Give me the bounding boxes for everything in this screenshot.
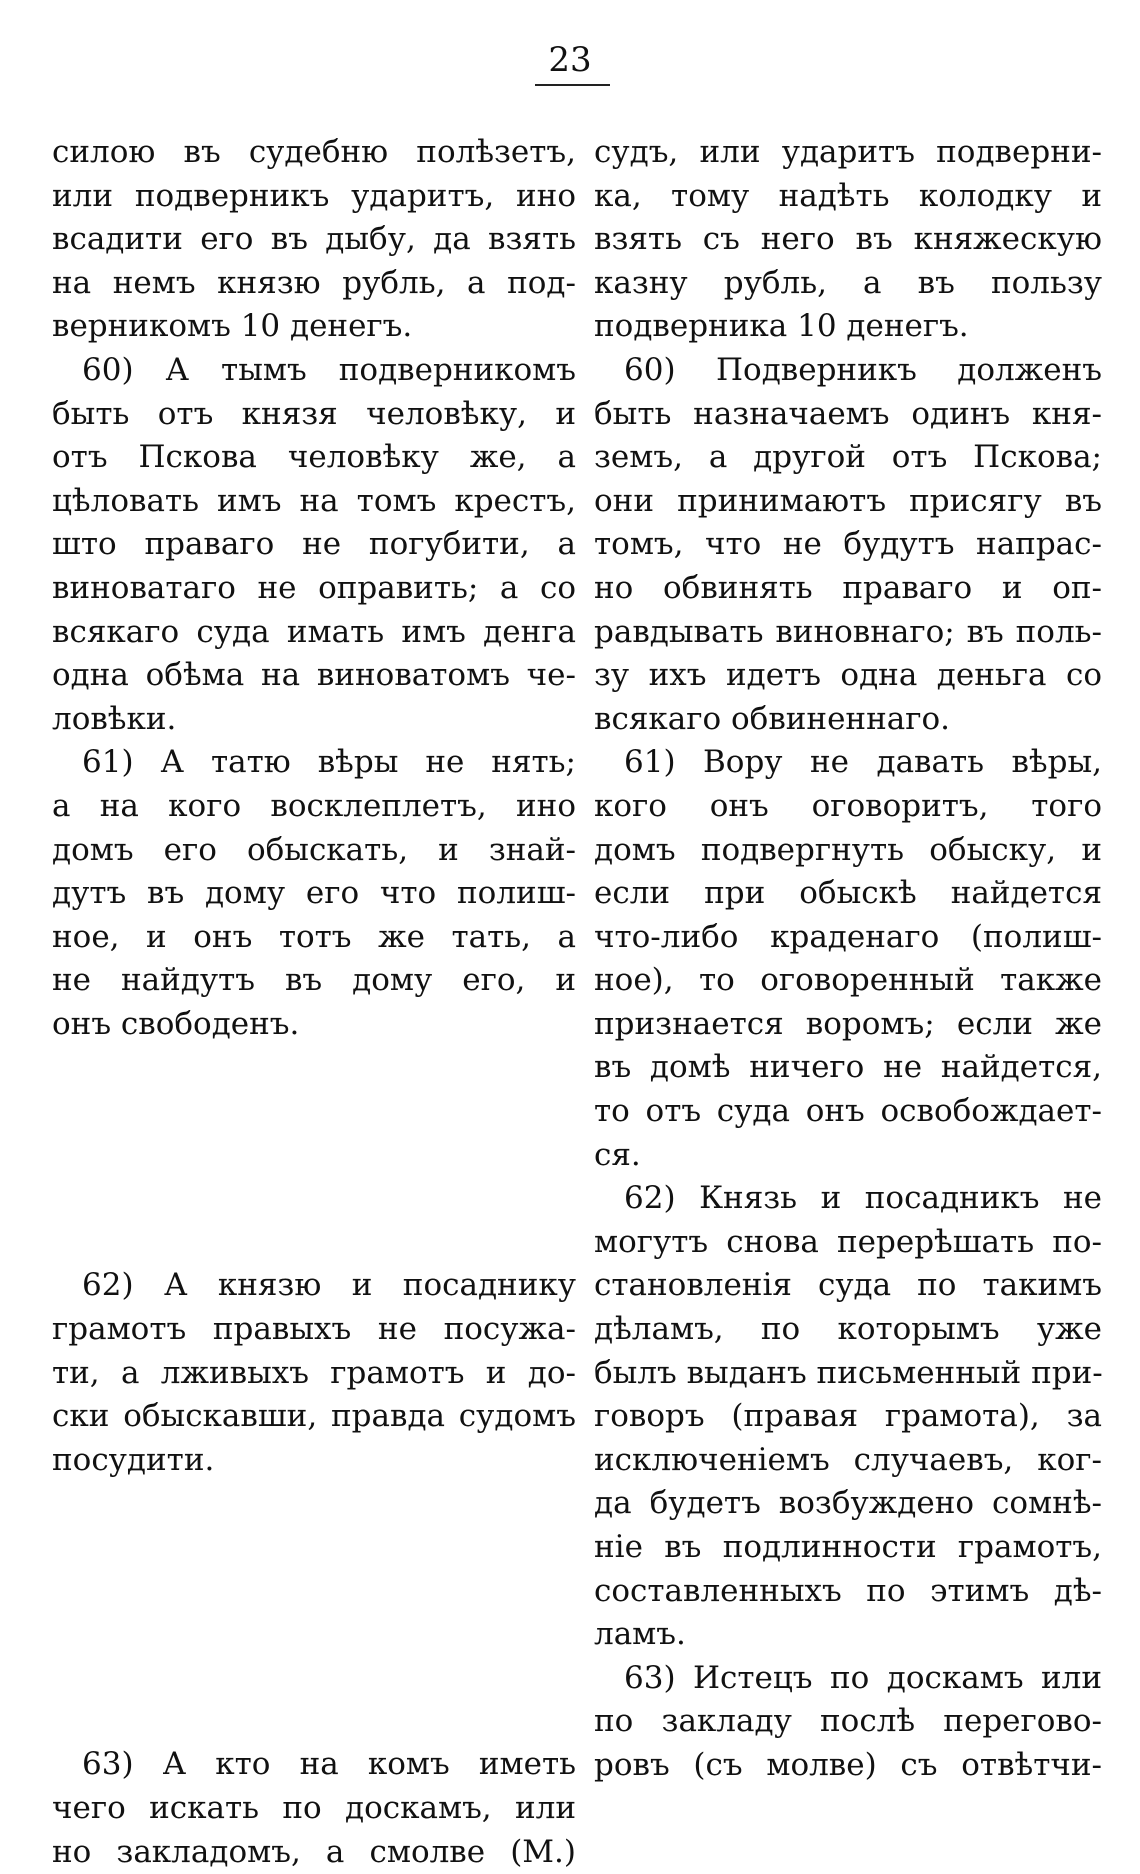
text-line: на немъ князю рубль, а под-: [52, 264, 576, 301]
text-line: што праваго не погубити, а: [52, 526, 576, 563]
text-line: составленныхъ по этимъ дѣ-: [594, 1572, 1102, 1609]
text-line: не найдутъ въ дому его, и: [52, 962, 576, 999]
text-line: по закладу послѣ перегово-: [594, 1703, 1102, 1740]
text-line: въ домѣ ничего не найдется,: [594, 1049, 1102, 1086]
text-line: верникомъ 10 денегъ.: [52, 308, 413, 345]
text-line: а на кого восклеплетъ, ино: [52, 787, 576, 824]
text-line: домъ подвергнуть обыску, и: [594, 831, 1102, 868]
right-article-62: [594, 1177, 1102, 1657]
text-line: ка, тому надѣть колодку и: [594, 177, 1102, 214]
text-line: всякаго суда имать имъ денга: [52, 613, 576, 650]
text-line: равдывать виновнаго; въ поль-: [594, 613, 1102, 650]
text-line: земъ, а другой отъ Пскова;: [594, 439, 1102, 476]
text-line: посудити.: [52, 1441, 215, 1478]
left-paragraph-continued: [52, 131, 576, 349]
text-line: они принимаютъ присягу въ: [594, 482, 1102, 519]
text-line: дутъ въ дому его что полиш-: [52, 875, 576, 912]
text-line: грамотъ правыхъ не посужа-: [52, 1311, 576, 1348]
text-line: ловѣки.: [52, 700, 177, 737]
text-line: одна обѣма на виноватомъ че-: [52, 657, 576, 694]
right-article-61: [594, 741, 1102, 1177]
left-article-62: [52, 1264, 576, 1482]
left-column: [52, 131, 576, 1874]
text-line: 63) А кто на комъ иметь: [82, 1746, 576, 1783]
right-article-60: [594, 349, 1102, 741]
text-line: всадити его въ дыбу, да взять: [52, 221, 576, 258]
text-line: 60) Подверникъ долженъ: [624, 351, 1102, 388]
text-line: домъ его обыскать, и знай-: [52, 831, 576, 868]
text-line: говоръ (правая грамота), за: [594, 1398, 1102, 1435]
text-line: признается воромъ; если же: [594, 1005, 1102, 1042]
text-line: цѣловать имъ на томъ крестъ,: [52, 482, 576, 519]
text-line: ся.: [594, 1136, 641, 1173]
text-line: 62) Князь и посадникъ не: [624, 1180, 1102, 1217]
text-line: 62) А князю и посаднику: [82, 1267, 576, 1304]
text-line: что-либо краденаго (полиш-: [594, 918, 1102, 955]
text-line: казну рубль, а въ пользу: [594, 264, 1102, 301]
text-line: исключеніемъ случаевъ, ког-: [594, 1441, 1102, 1478]
text-line: виноватаго не оправить; а со: [52, 569, 576, 606]
text-line: силою въ судебню полѣзетъ,: [52, 134, 576, 170]
text-line: 61) А татю вѣры не нять;: [82, 744, 576, 781]
text-line: быть назначаемъ одинъ кня-: [594, 395, 1102, 432]
text-line: дѣламъ, по которымъ уже: [594, 1311, 1102, 1348]
text-line: зу ихъ идетъ одна деньга со: [594, 657, 1102, 694]
text-line: кого онъ оговоритъ, того: [594, 787, 1102, 824]
text-line: подверника 10 денегъ.: [594, 308, 969, 345]
left-article-63: [52, 1743, 576, 1874]
text-line: судъ, или ударитъ подверни-: [594, 134, 1102, 170]
page-number: 23: [548, 40, 592, 80]
text-line: ное, и онъ тотъ же тать, а: [52, 918, 576, 955]
text-line: онъ свободенъ.: [52, 1005, 300, 1042]
text-line: 60) А тымъ подверникомъ: [82, 351, 576, 388]
text-line: если при обыскѣ найдется: [594, 875, 1102, 912]
text-line: ное), то оговоренный также: [594, 962, 1102, 999]
left-article-61: [52, 741, 576, 1046]
text-line: становленія суда по такимъ: [594, 1267, 1102, 1304]
text-line: могутъ снова перерѣшать по-: [594, 1223, 1102, 1260]
page-number-rule: [535, 84, 610, 86]
text-line: всякаго обвиненнаго.: [594, 700, 951, 737]
text-line: чего искать по доскамъ, или: [52, 1790, 576, 1827]
left-article-60: [52, 349, 576, 741]
right-article-63: [594, 1657, 1102, 1788]
text-line: 63) Истецъ по доскамъ или: [624, 1659, 1102, 1696]
text-line: быть отъ князя человѣку, и: [52, 395, 576, 432]
text-line: томъ, что не будутъ напрас-: [594, 526, 1102, 563]
text-line: ски обыскавши, правда судомъ: [52, 1398, 576, 1435]
text-line: то отъ суда онъ освобождает-: [594, 1093, 1102, 1130]
text-line: но обвинять праваго и оп-: [594, 569, 1102, 606]
text-line: но закладомъ, а смолве (М.): [52, 1833, 576, 1870]
text-line: ламъ.: [594, 1616, 686, 1653]
text-line: отъ Пскова человѣку же, а: [52, 439, 576, 476]
text-line: ровъ (съ молве) съ отвѣтчи-: [594, 1746, 1102, 1783]
text-line: 61) Вору не давать вѣры,: [624, 744, 1102, 781]
text-line: взять съ него въ княжескую: [594, 221, 1102, 258]
right-column: [594, 131, 1102, 1788]
text-line: ти, а лживыхъ грамотъ и до-: [52, 1354, 576, 1391]
text-line: ніе въ подлинности грамотъ,: [594, 1529, 1102, 1565]
right-paragraph-continued: [594, 131, 1102, 349]
text-line: или подверникъ ударитъ, ино: [52, 177, 576, 214]
text-line: да будетъ возбуждено сомнѣ-: [594, 1485, 1102, 1522]
text-line: былъ выданъ письменный при-: [594, 1354, 1103, 1391]
